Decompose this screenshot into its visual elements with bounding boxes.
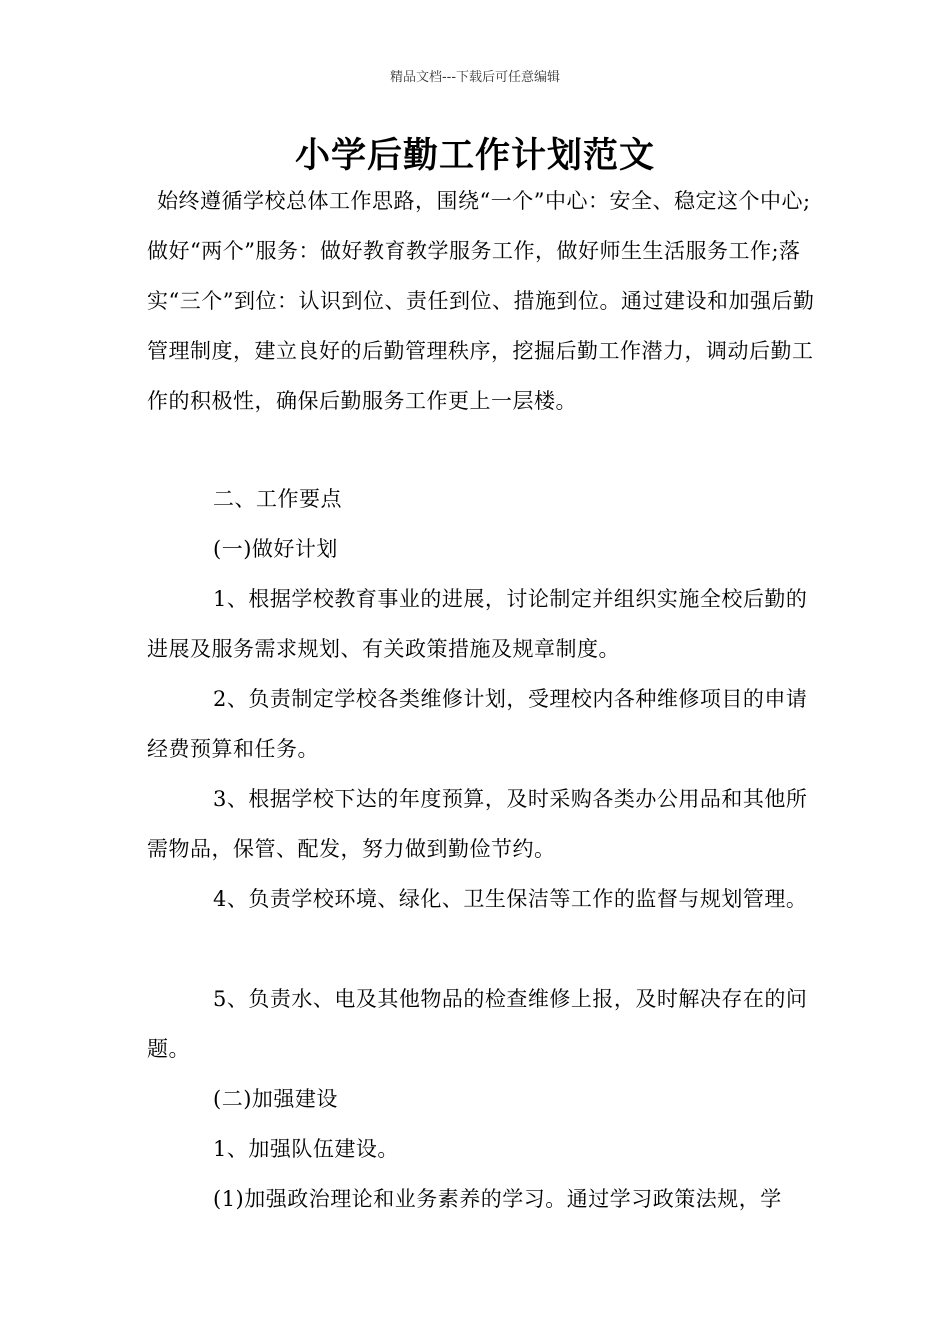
list-item: 1、根据学校教育事业的进展，讨论制定并组织实施全校后勤的进展及服务需求规划、有关政策措施及规章制度。 (147, 587, 808, 661)
document-body (147, 474, 827, 1224)
list-item: 2、负责制定学校各类维修计划，受理校内各种维修项目的申请经费预算和任务。 (147, 687, 808, 761)
intro-paragraph: 始终遵循学校总体工作思路，围绕“一个”中心：安全、稳定这个中心;做好“两个”服务：做好教育教学服务工作，做好师生生活服务工作;落实“三个”到位：认识到位、责任到位、措施到位。通过建设和加强后勤管理制度，建立良好的后勤管理秩序，挖掘后勤工作潜力，调动后勤工作的积极性，确保后勤服务工作更上一层楼。 (147, 189, 815, 413)
list-item: (1)加强政治理论和业务素养的学习。通过学习政策法规，学 (213, 1187, 782, 1211)
list-item: 4、负责学校环境、绿化、卫生保洁等工作的监督与规划管理。 (213, 887, 808, 911)
list-item: 3、根据学校下达的年度预算，及时采购各类办公用品和其他所需物品，保管、配发，努力做到勤俭节约。 (147, 787, 808, 861)
paragraph-gap (147, 924, 827, 974)
subsection-heading: (一)做好计划 (213, 537, 338, 561)
section-heading: 二、工作要点 (213, 487, 342, 511)
document-title: 小学后勤工作计划范文 (294, 136, 655, 176)
page-header: 精品文档---下载后可任意编辑 (389, 70, 561, 85)
subsection-heading: (二)加强建设 (213, 1087, 338, 1111)
list-item: 1、加强队伍建设。 (213, 1137, 399, 1161)
list-item: 5、负责水、电及其他物品的检查维修上报，及时解决存在的问题。 (147, 987, 808, 1061)
